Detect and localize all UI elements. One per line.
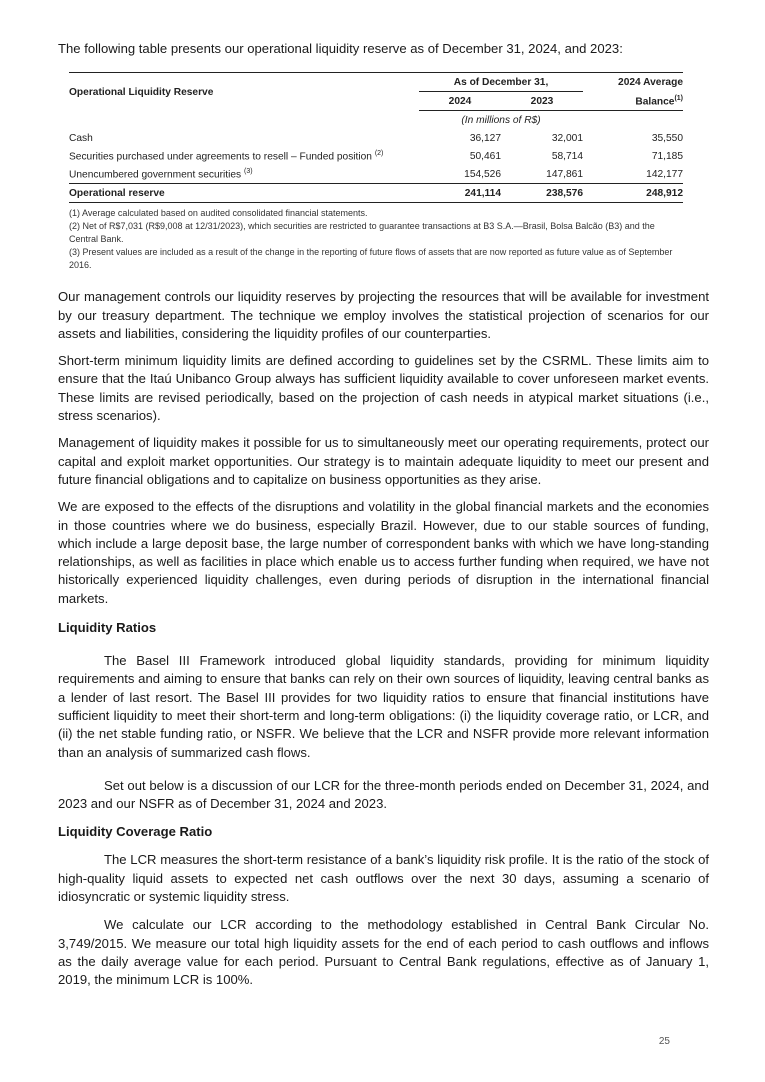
footnote: (2) Net of R$7,031 (R$9,008 at 12/31/2023), which securities are restricted to guarantee transactions at B3 S.A.—Brasil, Bolsa Balcão (B3) and the Central Bank. [69,221,655,245]
cell-average: 35,550 [651,132,683,144]
total-2023: 238,576 [501,184,583,203]
total-average: 248,912 [595,184,683,203]
cell-2023: 147,861 [546,168,583,180]
liquidity-ratios-heading: Liquidity Ratios [58,620,157,636]
total-2024: 241,114 [419,184,501,203]
cell-average: 71,185 [651,150,683,162]
cell-2024: 36,127 [469,132,501,144]
cell-average: 142,177 [646,168,683,180]
footnote: (1) Average calculated based on audited consolidated financial statements. [69,208,368,219]
lcr-heading: Liquidity Coverage Ratio [58,824,213,840]
row-label: Unencumbered government securities [69,169,242,181]
table-header-row [69,73,683,92]
header-as-of: As of December 31, [419,73,583,92]
total-label: Operational reserve [69,184,419,203]
units-label: (In millions of R$) [461,114,541,126]
row-label: Cash [69,132,93,144]
paragraph: The Basel III Framework introduced global liquidity standards, providing for minimum liquidity requirements and aiming to ensure that banks can rely on their own sources of liquidity, leaving central banks as a lender of last resort. The Basel III provides for two liquidity ratios to ensure that financial institutions have sufficient liquidity to meet their short-term and long-term obligations: (i) the liquidity coverage ratio, or LCR, and (ii) the net stable funding ratio, or NSFR. We believe that the LCR and NSFR provide more relevant information than an analysis of summarized cash flows. [58,653,709,760]
paragraph: Short-term minimum liquidity limits are defined according to guidelines set by the CSRML. These limits aim to ensure that the Itaú Unibanco Group always has sufficient liquidity available to cover unforeseen market events. These limits are revised periodically, based on the projection of cash needs in atypical market situations (i.e., stress scenarios). [58,353,709,424]
units-row [69,111,683,130]
table-row [69,147,683,165]
paragraph: Our management controls our liquidity reserves by projecting the resources that will be available for investment by our treasury department. The technique we employ involves the statistical projection of scenarios for our assets and liabilities, considering the liquidity profiles of our counterparties. [58,289,709,341]
table-row [69,129,683,147]
header-2023: 2023 [501,92,583,111]
cell-2023: 58,714 [551,150,583,162]
header-average: 2024 Average [595,73,683,92]
footnote: (3) Present values are included as a result of the change in the reporting of future flows of assets that are now reported as future value as of September 2016. [69,247,673,271]
page-content [58,40,709,990]
cell-2024: 50,461 [469,150,501,162]
paragraph: Management of liquidity makes it possible for us to simultaneously meet our operating requirements, protect our capital and exploit market opportunities. Our strategy is to maintain adequate liquidity to meet our present and future financial obligations and to capitalize on business opportunities as they arise. [58,435,709,487]
paragraph: We calculate our LCR according to the methodology established in Central Bank Circular No. 3,749/2015. We measure our total high liquidity assets for the end of each period to cash outflows and inflows as the daily average value for each period. Pursuant to Central Bank regulations, effective as of January 1, 2019, the minimum LCR is 100%. [58,917,709,988]
paragraph: Set out below is a discussion of our LCR for the three-month periods ended on December 31, 2024, and 2023 and our NSFR as of December 31, 2024 and 2023. [58,777,709,812]
total-row [69,184,683,203]
row-label: Securities purchased under agreements to resell – Funded position [69,151,372,163]
paragraph: We are exposed to the effects of the disruptions and volatility in the global financial markets and the economies in those countries where we do business, especially Brazil. However, due to our stable sources of funding, which include a large deposit base, the large number of correspondent banks with which we have long-standing relationships, as well as facilities in place which enable us to access further funding when required, we have not historically experienced liquidity challenges, even during periods of disruption in the international financial markets. [58,499,709,606]
header-2024: 2024 [419,92,501,111]
paragraph: The LCR measures the short-term resistance of a bank’s liquidity risk profile. It is the ratio of the stock of high-quality liquid assets to expected net cash outflows over the next 30 days, assuming a scenario of idiosyncratic or systemic liquidity stress. [58,852,709,905]
liquidity-reserve-table [69,72,683,203]
page-number: 25 [658,1036,670,1047]
cell-2023: 32,001 [551,132,583,144]
table-title: Operational Liquidity Reserve [69,73,419,111]
intro-text: The following table presents our operational liquidity reserve as of December 31, 2024, and 2023: [58,41,623,56]
row-note: (2) [374,150,384,158]
row-note: (3) [244,168,253,176]
table-row [69,165,683,184]
table-footnotes [69,207,683,272]
cell-2024: 154,526 [464,168,501,180]
header-average-balance: Balance$^{(1)}$ [595,92,683,111]
